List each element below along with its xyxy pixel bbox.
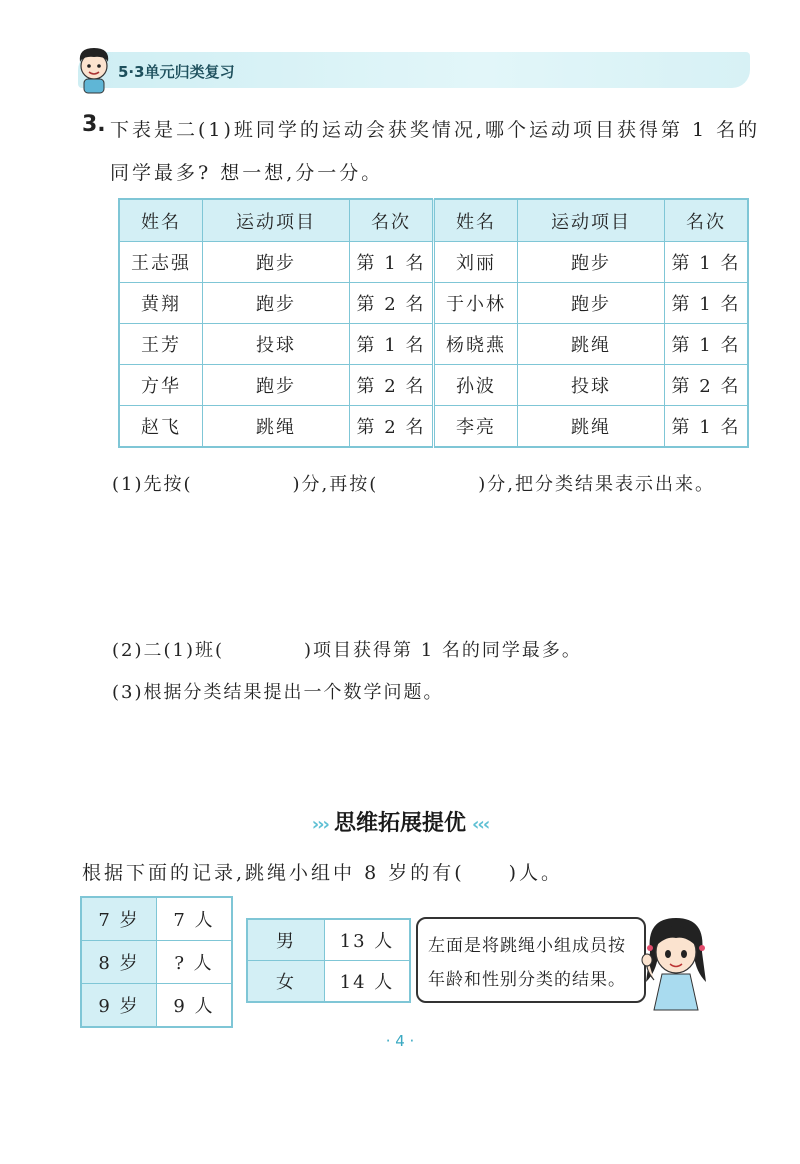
table-row: [119, 365, 748, 406]
arrows-left-icon: ‹‹‹: [472, 814, 489, 835]
question-text-line1: 下表是二(1)班同学的运动会获奖情况,哪个运动项目获得第 1 名的: [110, 119, 761, 141]
gender-label: 男: [247, 919, 325, 961]
age-count: 7 人: [157, 897, 233, 941]
age-count: 9 人: [157, 984, 233, 1028]
sub-question-2: (2)二(1)班( )项目获得第 1 名的同学最多。: [112, 640, 582, 661]
cell-rank: 第 1 名: [665, 283, 749, 324]
header-rank: 名次: [665, 199, 749, 242]
table-row: [119, 406, 748, 448]
cell-event: 跳绳: [518, 406, 665, 448]
header-rank: 名次: [350, 199, 434, 242]
cell-rank: 第 2 名: [350, 283, 434, 324]
cell-rank: 第 2 名: [350, 406, 434, 448]
cell-name: 于小林: [434, 283, 518, 324]
cell-event: 跑步: [203, 242, 350, 283]
age-table: [80, 896, 233, 1028]
gender-label: 女: [247, 961, 325, 1003]
cell-event: 跑步: [518, 283, 665, 324]
sub-question-1: (1)先按( )分,再按( )分,把分类结果表示出来。: [112, 474, 716, 495]
cell-rank: 第 1 名: [665, 406, 749, 448]
age-count: ? 人: [157, 941, 233, 984]
gender-count: 14 人: [325, 961, 411, 1003]
table-row: [247, 919, 410, 961]
cell-name: 方华: [119, 365, 203, 406]
cell-event: 跳绳: [203, 406, 350, 448]
header-banner: [78, 52, 750, 88]
header-event: 运动项目: [203, 199, 350, 242]
cell-name: 刘丽: [434, 242, 518, 283]
sub-question-3: (3)根据分类结果提出一个数学问题。: [112, 682, 444, 703]
cell-rank: 第 1 名: [665, 324, 749, 365]
table-row: [119, 324, 748, 365]
cell-event: 投球: [518, 365, 665, 406]
table-row: [81, 897, 232, 941]
cell-name: 王志强: [119, 242, 203, 283]
section-title: [0, 806, 800, 837]
cell-rank: 第 1 名: [350, 324, 434, 365]
header-name: 姓名: [434, 199, 518, 242]
gender-table: [246, 918, 411, 1003]
cell-name: 杨晓燕: [434, 324, 518, 365]
age-label: 9 岁: [81, 984, 157, 1028]
age-label: 8 岁: [81, 941, 157, 984]
cell-rank: 第 1 名: [665, 242, 749, 283]
gender-count: 13 人: [325, 919, 411, 961]
table-row: [119, 242, 748, 283]
cell-name: 孙波: [434, 365, 518, 406]
header-name: 姓名: [119, 199, 203, 242]
cell-event: 投球: [203, 324, 350, 365]
table-row: [119, 283, 748, 324]
cell-name: 赵飞: [119, 406, 203, 448]
arrows-right-icon: ›››: [311, 814, 328, 835]
cell-name: 李亮: [434, 406, 518, 448]
header-title: 5·3单元归类复习: [118, 63, 235, 81]
cell-rank: 第 2 名: [665, 365, 749, 406]
bubble-text-line2: 年龄和性别分类的结果。: [428, 970, 626, 990]
results-table: [118, 198, 749, 448]
table-row: [81, 984, 232, 1028]
question-number: 3.: [82, 112, 106, 137]
girl-mascot-icon: [636, 912, 716, 1012]
cell-rank: 第 2 名: [350, 365, 434, 406]
cell-event: 跑步: [203, 365, 350, 406]
cell-event: 跑步: [518, 242, 665, 283]
question-text-line2: 同学最多? 想一想,分一分。: [110, 162, 384, 184]
section-title-text: 思维拓展提优: [333, 811, 466, 836]
table-row: [247, 961, 410, 1003]
table-header-row: [119, 199, 748, 242]
cell-event: 跑步: [203, 283, 350, 324]
page-number: · 4 ·: [385, 1032, 415, 1050]
extension-question: 根据下面的记录,跳绳小组中 8 岁的有( )人。: [82, 862, 564, 884]
speech-bubble: [416, 917, 646, 1003]
header-event: 运动项目: [518, 199, 665, 242]
cell-event: 跳绳: [518, 324, 665, 365]
bubble-text-line1: 左面是将跳绳小组成员按: [428, 936, 626, 956]
cell-name: 王芳: [119, 324, 203, 365]
age-label: 7 岁: [81, 897, 157, 941]
cell-rank: 第 1 名: [350, 242, 434, 283]
table-row: [81, 941, 232, 984]
cell-name: 黄翔: [119, 283, 203, 324]
boy-mascot-icon: [74, 44, 114, 94]
